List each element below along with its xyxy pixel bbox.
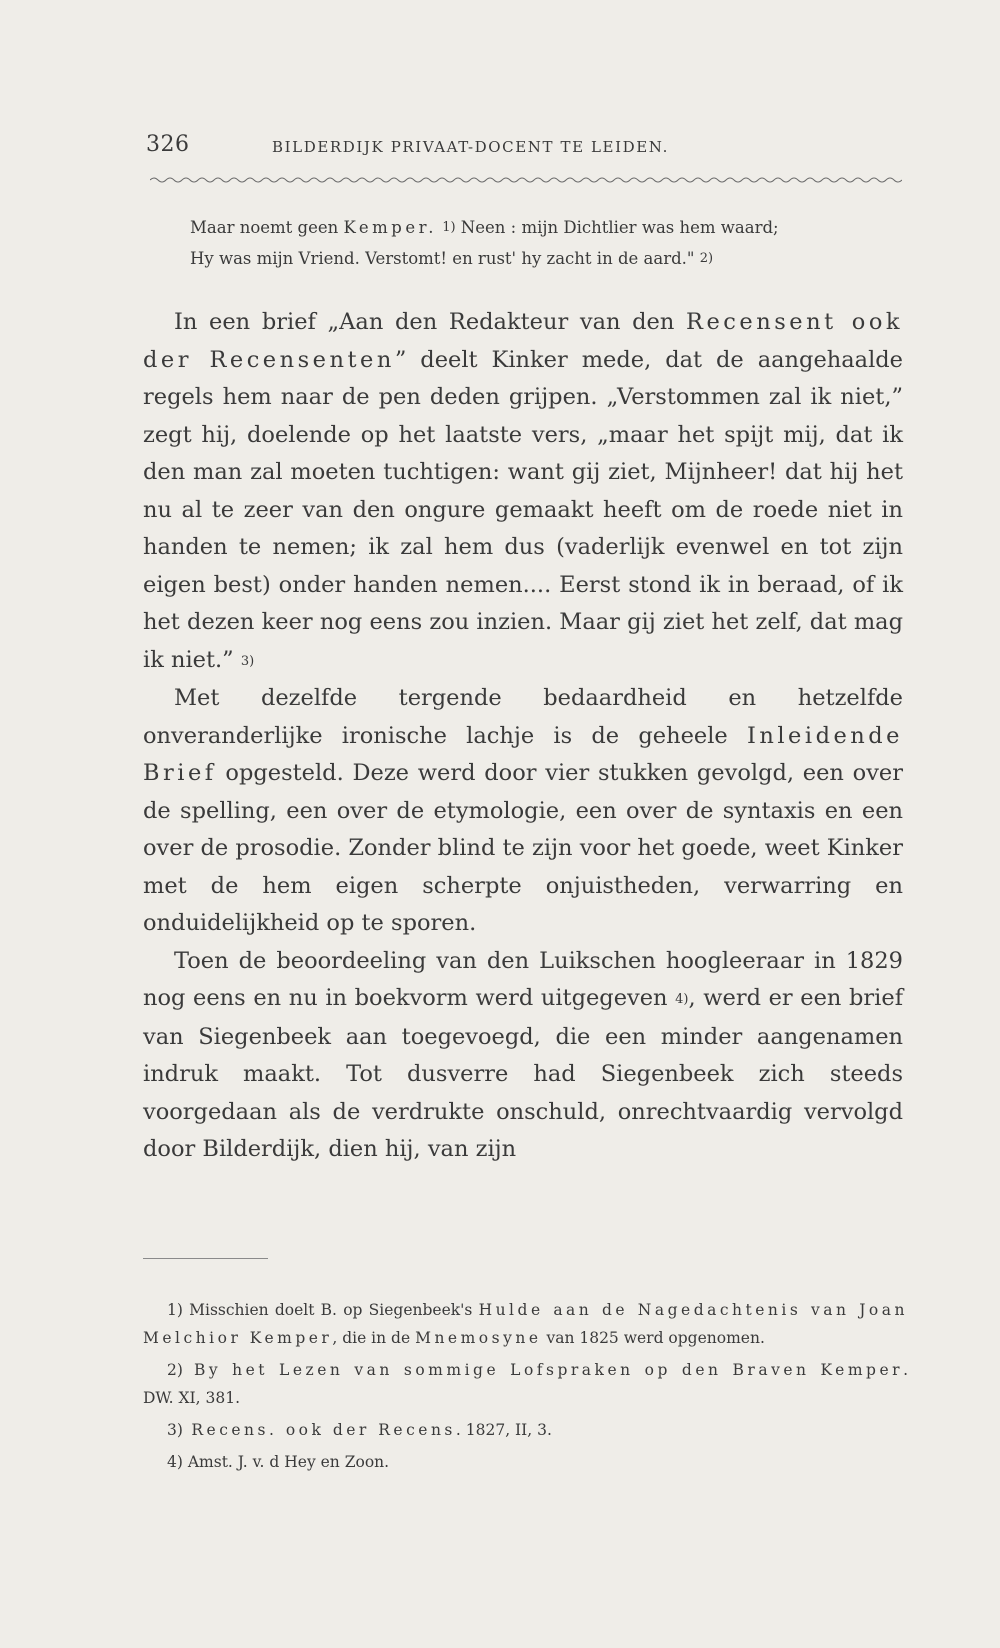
footnote-number: 4) bbox=[167, 1453, 183, 1471]
footnote-number: 1) bbox=[167, 1301, 183, 1319]
paragraph-text: In een brief „Aan den Redakteur van den bbox=[174, 309, 687, 335]
paragraph-3 bbox=[143, 943, 903, 1169]
footnote-4 bbox=[143, 1448, 908, 1476]
page-number: 326 bbox=[146, 132, 190, 157]
page-header bbox=[146, 132, 906, 172]
verse-spaced-name: Kemper. bbox=[343, 218, 437, 237]
paragraph-text: Met dezelfde tergende bedaardheid en hetzelfde onveranderlijke ironische lachje is de geheele bbox=[143, 685, 903, 749]
footnote-ref-2: 2) bbox=[699, 251, 714, 266]
footnote-text: . DW. XI, 381. bbox=[143, 1361, 908, 1407]
verse-quotation bbox=[190, 212, 890, 274]
verse-line-2 bbox=[190, 243, 890, 274]
footnote-number: 3) bbox=[167, 1421, 183, 1439]
footnote-3 bbox=[143, 1416, 908, 1444]
footnote-text: . 1827, II, 3. bbox=[455, 1421, 552, 1439]
paragraph-2 bbox=[143, 680, 903, 943]
footnote-1 bbox=[143, 1296, 908, 1352]
footnote-spaced-title: Recens. ook der Recens bbox=[182, 1421, 456, 1439]
paragraph-text: opgesteld. Deze werd door vier stukken gevolgd, een over de spelling, een over de etymologie, een over de syntaxis en een over de prosodie. Zonder blind te zijn voor het goede, weet Kinker met de hem eigen scherpte onjuistheden, verwarring en onduidelijkheid op te sporen. bbox=[143, 760, 903, 936]
verse-text: Neen : mijn Dichtlier was hem waard; bbox=[455, 218, 779, 237]
footnote-spaced-title: Hulde aan de Nagedachtenis van Joan Melchior Kemper bbox=[143, 1301, 908, 1347]
wavy-rule bbox=[150, 176, 902, 184]
footnote-separator bbox=[143, 1258, 268, 1259]
footnote-spaced-title: By het Lezen van sommige Lofspraken op den Braven Kemper bbox=[182, 1361, 904, 1379]
footnote-ref-4: 4) bbox=[675, 992, 689, 1007]
spaced-title: Recensent ook der Recensenten bbox=[143, 309, 904, 373]
footnote-2 bbox=[143, 1356, 908, 1412]
paragraph-text: , werd er een brief van Siegenbeek aan toegevoegd, die een minder aangenamen indruk maakt. Tot dusverre had Siegenbeek zich steeds voorgedaan als de verdrukte onschuld, onrechtvaardig vervolgd door Bilderdijk, dien hij, van zijn bbox=[143, 985, 904, 1162]
paragraph-text: Toen de beoordeeling van den Luikschen hoogleeraar in 1829 nog eens en nu in boekvorm werd uitgegeven bbox=[143, 947, 903, 1011]
footnote-ref-3: 3) bbox=[240, 653, 255, 669]
verse-line-1 bbox=[190, 212, 890, 243]
running-head: BILDERDIJK PRIVAAT-DOCENT TE LEIDEN. bbox=[272, 138, 669, 156]
footnote-number: 2) bbox=[167, 1361, 183, 1379]
body-text bbox=[143, 304, 903, 1169]
footnote-text: Misschien doelt B. op Siegenbeek's bbox=[182, 1301, 479, 1319]
spaced-title: Inleidende Brief bbox=[143, 722, 903, 786]
footnote-spaced-title: Mnemosyne bbox=[415, 1329, 542, 1347]
footnote-text: , die in de bbox=[332, 1329, 416, 1347]
paragraph-text: ” deelt Kinker mede, dat de aangehaalde regels hem naar de pen deden grijpen. „Verstommen zal ik niet,” zegt hij, doelende op het laatste vers, „maar het spijt mij, dat ik den man zal moeten tuchtigen: want gij ziet, Mijnheer! dat hij het nu al te zeer van den ongure gemaakt heeft om de roede niet in handen te nemen; ik zal hem dus (vaderlijk evenwel en tot zijn eigen best) onder handen nemen.... Eerst stond ik in beraad, of ik het dezen keer nog eens zou inzien. Maar gij ziet het zelf, dat mag ik niet.” bbox=[143, 346, 903, 673]
footnotes bbox=[143, 1296, 908, 1480]
footnote-text: van 1825 werd opgenomen. bbox=[541, 1329, 765, 1347]
paragraph-1 bbox=[143, 304, 903, 680]
footnote-ref-1: 1) bbox=[442, 220, 456, 235]
verse-text: Hy was mijn Vriend. Verstomt! en rust' hy zacht in de aard." bbox=[190, 249, 695, 268]
verse-text: Maar noemt geen bbox=[190, 218, 344, 237]
footnote-text: Amst. J. v. d Hey en Zoon. bbox=[182, 1453, 390, 1471]
